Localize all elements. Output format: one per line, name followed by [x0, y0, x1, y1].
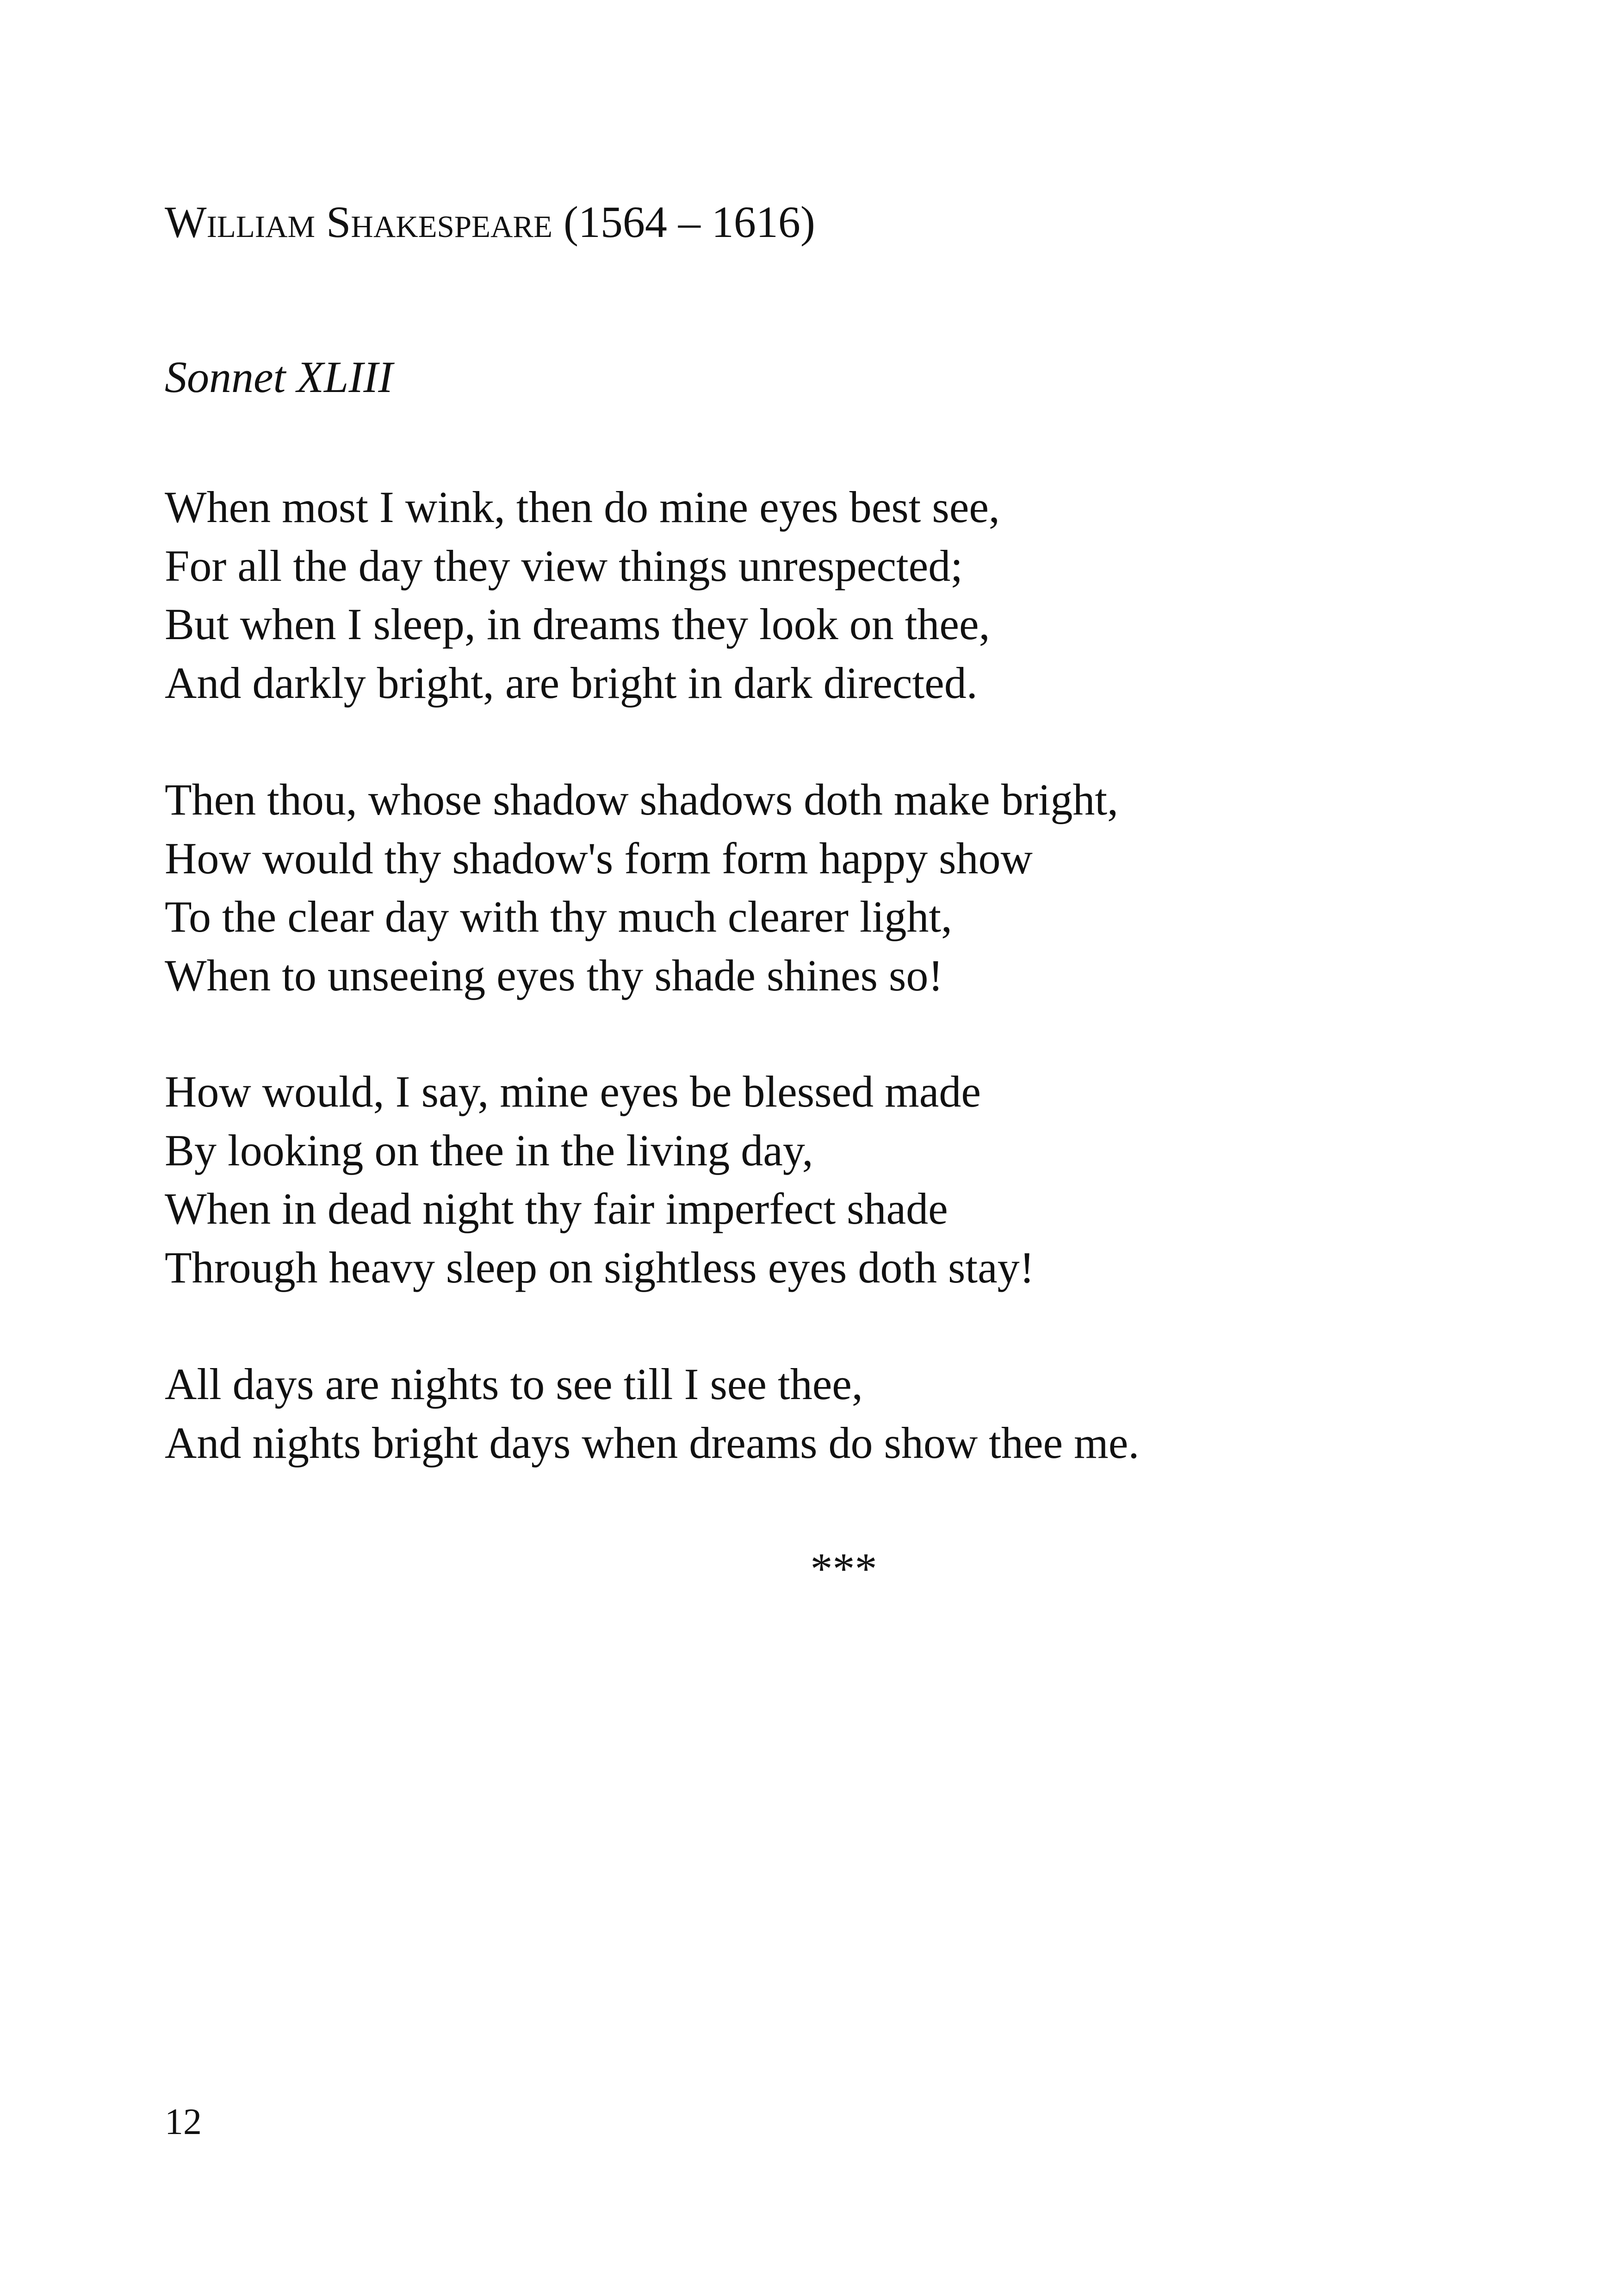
- stanza-3: [165, 1063, 1035, 1297]
- poem-line: By looking on thee in the living day,: [165, 1125, 813, 1175]
- poem-line: How would thy shadow's form form happy show: [165, 833, 1033, 883]
- section-separator: ***: [810, 1544, 877, 1593]
- poem-line: For all the day they view things unrespected;: [165, 541, 963, 591]
- poem-line: Then thou, whose shadow shadows doth make bright,: [165, 775, 1119, 824]
- poem-line: When most I wink, then do mine eyes best see,: [165, 482, 1000, 532]
- page-number: 12: [165, 2102, 202, 2142]
- poem-author-heading: William Shakespeare (1564 – 1616): [165, 197, 815, 247]
- stanza-1: [165, 478, 1000, 712]
- poem-line: To the clear day with thy much clearer light,: [165, 892, 952, 941]
- poem-line: And nights bright days when dreams do show thee me.: [165, 1418, 1140, 1468]
- stanza-4: [165, 1355, 1139, 1472]
- poem-line: And darkly bright, are bright in dark directed.: [165, 658, 978, 708]
- poem-line: When in dead night thy fair imperfect shade: [165, 1184, 948, 1233]
- poem-title: Sonnet XLIII: [165, 352, 393, 402]
- poem-line: All days are nights to see till I see thee,: [165, 1359, 863, 1409]
- poem-line: How would, I say, mine eyes be blessed made: [165, 1067, 981, 1116]
- stanza-2: [165, 771, 1118, 1005]
- poem-line: When to unseeing eyes thy shade shines so!: [165, 950, 943, 1000]
- poem-line: Through heavy sleep on sightless eyes doth stay!: [165, 1242, 1035, 1292]
- poem-line: But when I sleep, in dreams they look on thee,: [165, 599, 990, 649]
